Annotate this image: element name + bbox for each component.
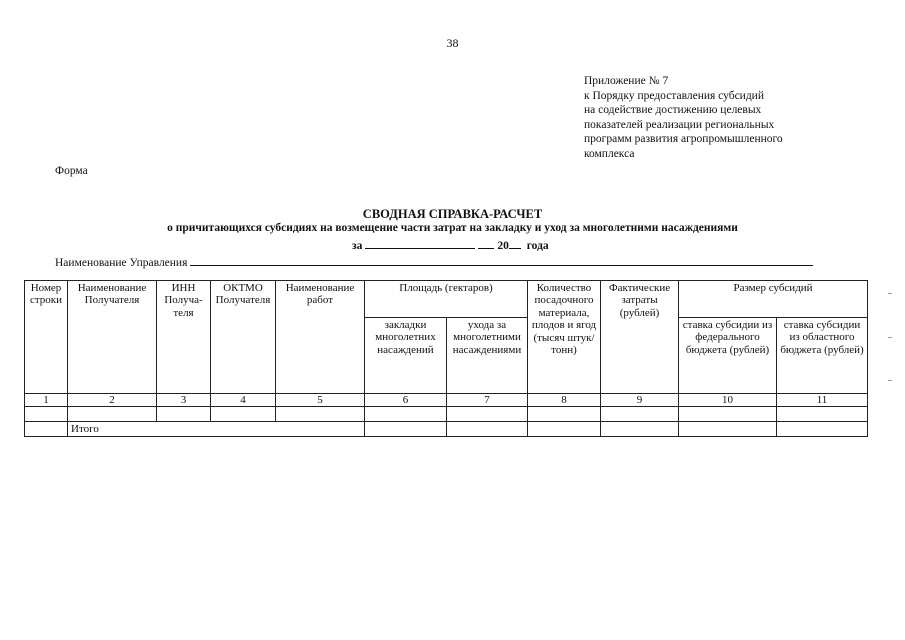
- page-number: 38: [446, 36, 459, 50]
- appendix-line: Приложение № 7: [584, 75, 669, 87]
- scan-mark: [888, 293, 892, 294]
- header-area-planting: закладки многолетних насаждений: [365, 318, 447, 394]
- management-label: Наименование Управления: [55, 257, 188, 269]
- table-cell: [528, 407, 601, 422]
- column-number: 9: [601, 394, 679, 407]
- period-century: 20: [497, 240, 509, 252]
- appendix-line: показателей реализации региональных: [584, 118, 775, 131]
- total-row: [25, 422, 868, 437]
- column-number: 6: [365, 394, 447, 407]
- header-subsidy-size: Размер субсидий: [679, 281, 868, 318]
- column-number: 8: [528, 394, 601, 407]
- period-year-suffix-blank: [509, 237, 521, 249]
- appendix-note: [584, 74, 783, 162]
- appendix-line: к Порядку предоставления субсидий: [584, 89, 764, 102]
- table-cell: [365, 407, 447, 422]
- column-number: 1: [25, 394, 68, 407]
- column-number: 3: [157, 394, 211, 407]
- appendix-line: комплекса: [584, 147, 635, 160]
- column-number: 5: [276, 394, 365, 407]
- table-cell: [528, 422, 601, 437]
- header-works-name: Наименование работ: [276, 281, 365, 394]
- table-cell: [601, 407, 679, 422]
- table-cell: [211, 407, 276, 422]
- scan-mark: [888, 337, 892, 338]
- table-cell: [276, 407, 365, 422]
- header-area-care: ухода за многолетними насаждениями: [447, 318, 528, 394]
- appendix-line: программ развития агропромышленного: [584, 133, 783, 146]
- header-actual-costs: Фактические затраты (рублей): [601, 281, 679, 394]
- period-suffix: года: [526, 240, 549, 252]
- table-cell: [601, 422, 679, 437]
- header-row-number: Номер строки: [25, 281, 68, 394]
- table-cell: [25, 407, 68, 422]
- column-number: 11: [777, 394, 868, 407]
- total-label: Итого: [68, 422, 365, 437]
- period-blank: [365, 237, 475, 249]
- appendix-line: на содействие достижению целевых: [584, 104, 762, 117]
- subsidy-table: [24, 280, 868, 437]
- table-cell: [679, 407, 777, 422]
- management-line: [55, 254, 813, 269]
- table-cell: [679, 422, 777, 437]
- scan-mark: [888, 380, 892, 381]
- column-number: 4: [211, 394, 276, 407]
- column-number: 7: [447, 394, 528, 407]
- table-cell: [365, 422, 447, 437]
- table-cell: [777, 407, 868, 422]
- header-inn: ИНН Получа-теля: [157, 281, 211, 394]
- table-cell: [777, 422, 868, 437]
- period-year-blank: [478, 237, 494, 249]
- table-cell: [447, 407, 528, 422]
- header-oktmo: ОКТМО Получателя: [211, 281, 276, 394]
- column-number: 10: [679, 394, 777, 407]
- period-line: [352, 237, 549, 252]
- header-federal-rate: ставка субсидии из федерального бюджета (рублей): [679, 318, 777, 394]
- table-cell: [447, 422, 528, 437]
- period-prefix: за: [352, 240, 363, 252]
- table-cell: [25, 422, 68, 437]
- header-area: Площадь (гектаров): [365, 281, 528, 318]
- table-cell: [157, 407, 211, 422]
- header-material-qty: Количество посадочного материала, плодов и ягод (тысяч штук/тонн): [528, 281, 601, 394]
- document-subtitle: о причитающихся субсидиях на возмещение части затрат на закладку и уход за многолетними насаждениями: [167, 222, 738, 234]
- header-regional-rate: ставка субсидии из областного бюджета (рублей): [777, 318, 868, 394]
- header-recipient-name: Наименование Получателя: [68, 281, 157, 394]
- management-fill-line: [190, 254, 813, 266]
- column-number: 2: [68, 394, 157, 407]
- table-cell: [68, 407, 157, 422]
- document-title: СВОДНАЯ СПРАВКА-РАСЧЕТ: [362, 207, 543, 221]
- table-row: [25, 407, 868, 422]
- form-label: Форма: [55, 165, 88, 177]
